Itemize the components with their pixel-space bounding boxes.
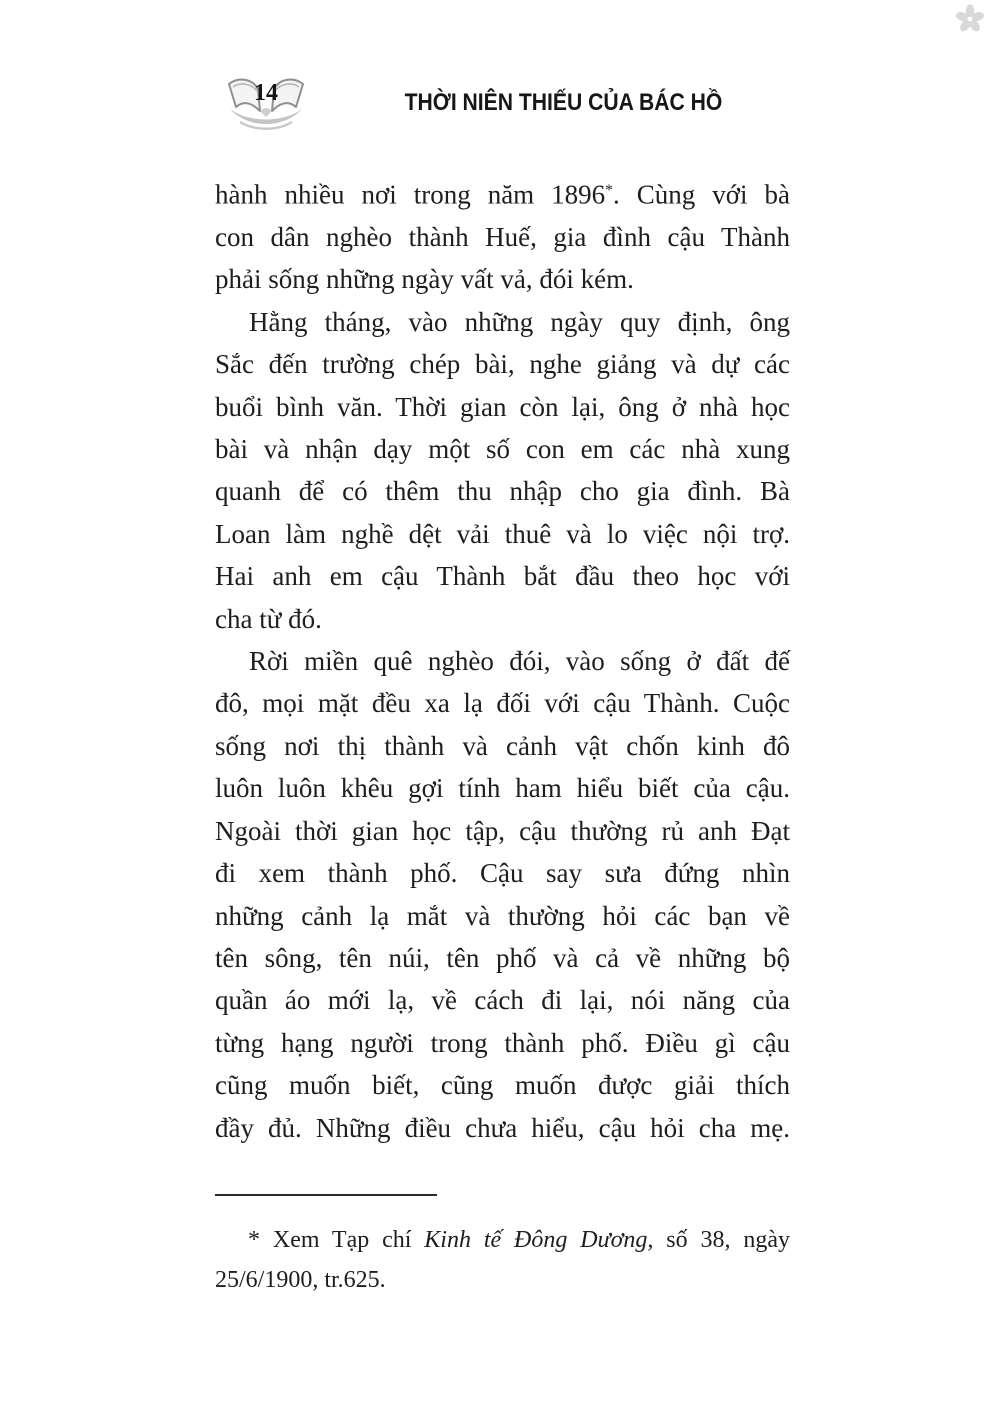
text-segment: quanh để có thêm thu nhập cho gia đình. Bà bbox=[215, 476, 790, 507]
body-line bbox=[215, 1107, 790, 1149]
footnote-line bbox=[215, 1220, 790, 1260]
body-text bbox=[215, 170, 790, 1149]
body-line bbox=[215, 767, 790, 809]
footnote bbox=[215, 1220, 790, 1300]
text-segment: quần áo mới lạ, về cách đi lại, nói năng của bbox=[215, 985, 790, 1016]
text-segment: Loan làm nghề dệt vải thuê và lo việc nội trợ. bbox=[215, 518, 790, 549]
text-segment: hành nhiều nơi trong năm 1896 bbox=[215, 179, 606, 210]
body-line bbox=[215, 1064, 790, 1106]
text-segment: từng hạng người trong thành phố. Điều gì cậu bbox=[215, 1027, 790, 1058]
text-segment: Sắc đến trường chép bài, nghe giảng và dự các bbox=[215, 349, 790, 380]
body-line bbox=[215, 598, 790, 640]
body-line bbox=[215, 895, 790, 937]
page-number: 14 bbox=[254, 80, 278, 106]
body-line bbox=[215, 682, 790, 724]
text-segment: những cảnh lạ mắt và thường hỏi các bạn về bbox=[215, 900, 790, 931]
text-segment: sống nơi thị thành và cảnh vật chốn kinh đô bbox=[215, 730, 790, 761]
text-segment: đô, mọi mặt đều xa lạ đối với cậu Thành. Cuộc bbox=[215, 688, 790, 719]
body-line bbox=[215, 301, 790, 343]
paragraph bbox=[215, 170, 790, 301]
text-segment: bài và nhận dạy một số con em các nhà xung bbox=[215, 434, 790, 465]
text-segment: đi xem thành phố. Cậu say sưa đứng nhìn bbox=[215, 858, 790, 889]
body-line bbox=[215, 170, 790, 216]
text-segment: cũng muốn biết, cũng muốn được giải thích bbox=[215, 1070, 790, 1101]
text-segment: luôn luôn khêu gợi tính ham hiểu biết của cậu. bbox=[215, 773, 790, 804]
body-line bbox=[215, 810, 790, 852]
footnote-separator bbox=[215, 1194, 437, 1196]
body-line bbox=[215, 470, 790, 512]
text-segment: Ngoài thời gian học tập, cậu thường rủ anh Đạt bbox=[215, 815, 790, 846]
body-line bbox=[215, 937, 790, 979]
body-line bbox=[215, 640, 790, 682]
body-line bbox=[215, 258, 790, 300]
footnote-marker: * bbox=[605, 182, 613, 199]
text-segment: phải sống những ngày vất vả, đói kém. bbox=[215, 264, 634, 295]
text-segment: Rời miền quê nghèo đói, vào sống ở đất đế bbox=[249, 646, 790, 677]
text-segment: Hằng tháng, vào những ngày quy định, ông bbox=[249, 306, 790, 337]
text-segment: số 38, ngày bbox=[653, 1227, 791, 1253]
body-line bbox=[215, 343, 790, 385]
text-segment: . Cùng với bà bbox=[613, 179, 790, 210]
paragraph bbox=[215, 640, 790, 1149]
text-segment: * Xem Tạp chí bbox=[248, 1227, 425, 1253]
body-line bbox=[215, 725, 790, 767]
paragraph bbox=[215, 301, 790, 640]
text-segment: đầy đủ. Những điều chưa hiểu, cậu hỏi cha mẹ. bbox=[215, 1112, 790, 1143]
body-line bbox=[215, 555, 790, 597]
body-line bbox=[215, 428, 790, 470]
page-header bbox=[363, 88, 763, 118]
body-line bbox=[215, 1022, 790, 1064]
body-line bbox=[215, 216, 790, 258]
footnote-line bbox=[215, 1260, 790, 1300]
text-segment: cha từ đó. bbox=[215, 603, 322, 634]
body-line bbox=[215, 852, 790, 894]
text-segment: 25/6/1900, tr.625. bbox=[215, 1267, 386, 1293]
body-line bbox=[215, 386, 790, 428]
body-line bbox=[215, 979, 790, 1021]
text-segment: buổi bình văn. Thời gian còn lại, ông ở nhà học bbox=[215, 391, 790, 422]
text-segment: Kinh tế Đông Dương, bbox=[424, 1227, 654, 1253]
page-header-title: THỜI NIÊN THIẾU CỦA BÁC HỒ bbox=[404, 89, 722, 116]
text-segment: con dân nghèo thành Huế, gia đình cậu Thành bbox=[215, 222, 790, 253]
flower-ornament-icon bbox=[954, 3, 986, 35]
body-line bbox=[215, 513, 790, 555]
text-segment: Hai anh em cậu Thành bắt đầu theo học với bbox=[215, 561, 790, 592]
text-segment: tên sông, tên núi, tên phố và cả về những bộ bbox=[215, 942, 790, 973]
